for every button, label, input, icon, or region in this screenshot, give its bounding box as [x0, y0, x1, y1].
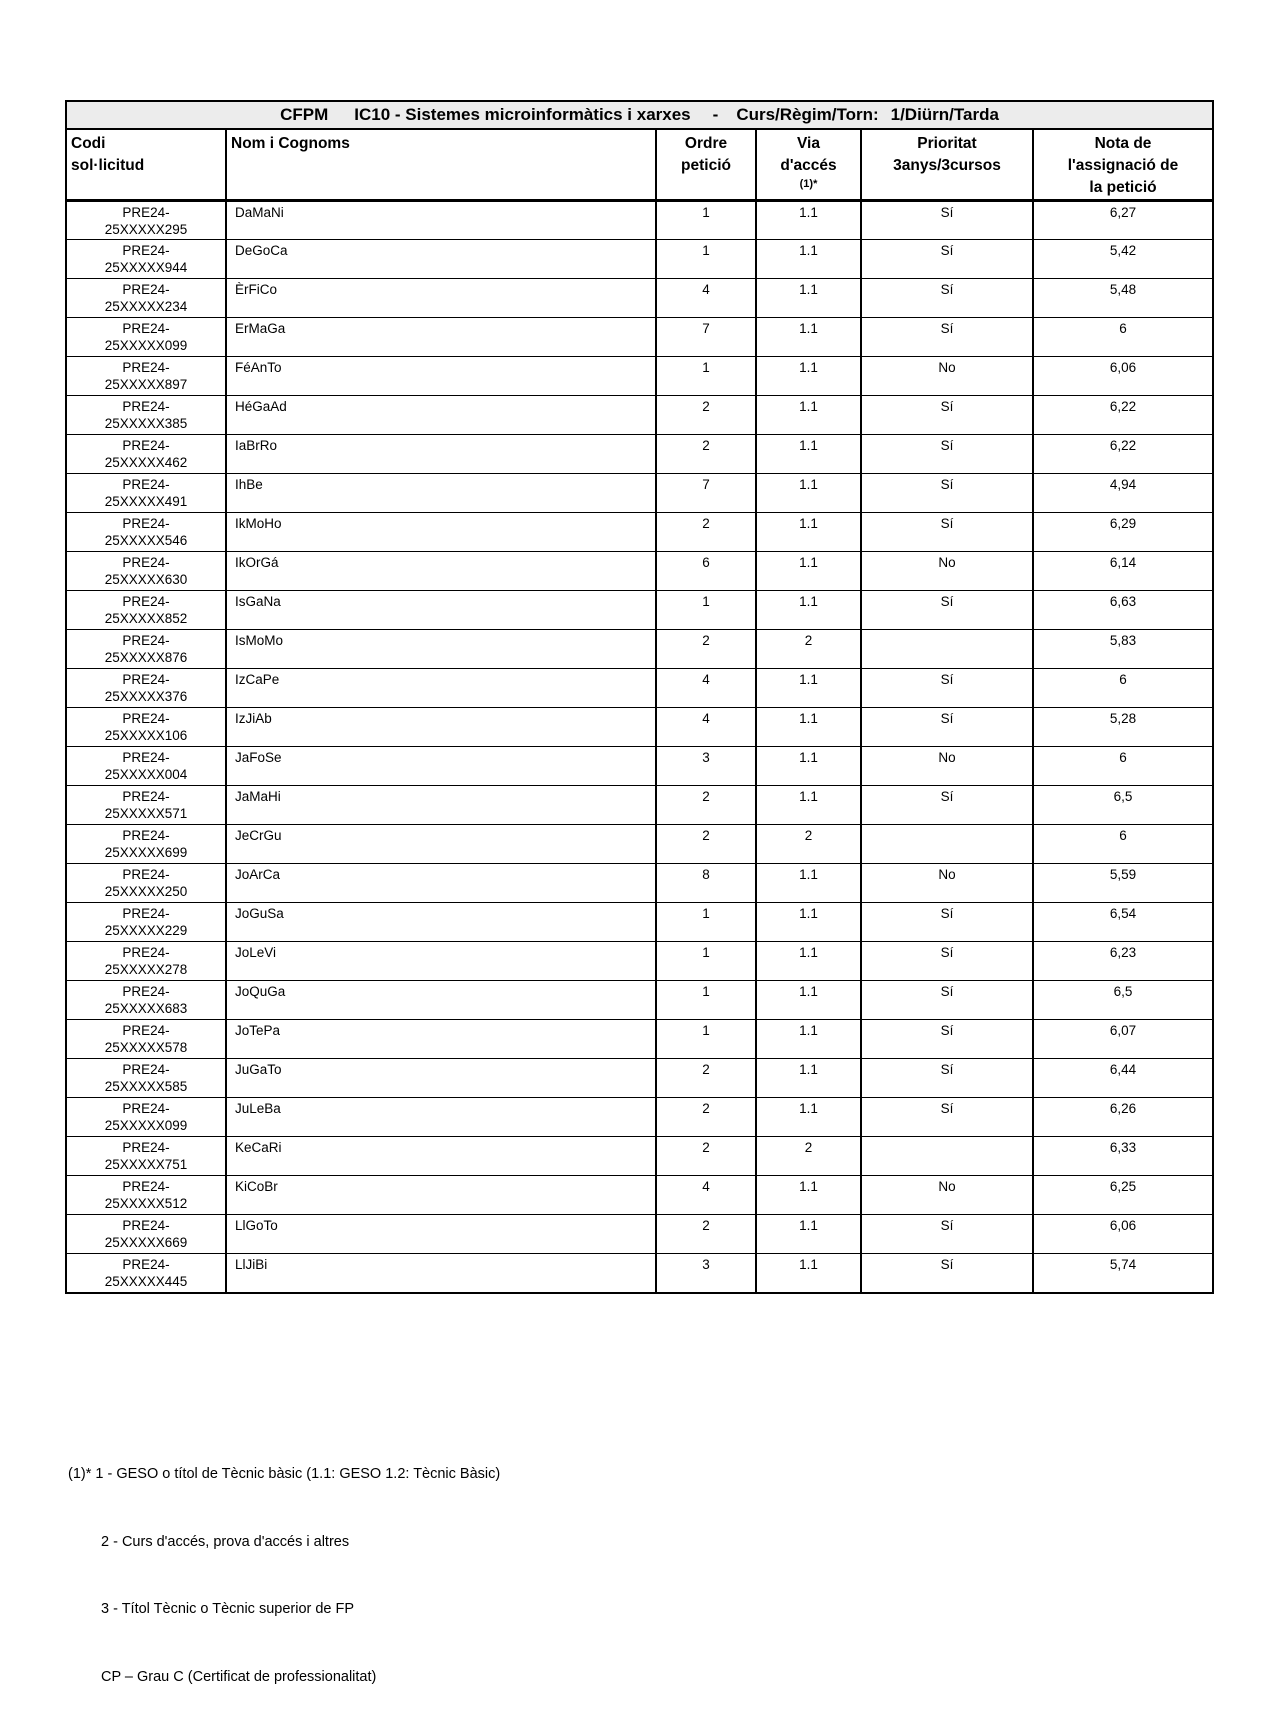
table-row	[66, 357, 1213, 396]
footnote-line-3: 3 - Títol Tècnic o Tècnic superior de FP	[101, 1601, 355, 1617]
cell-prioritat: Sí	[861, 1098, 1033, 1137]
cell-via-acces: 1.1	[756, 1215, 861, 1254]
cell-codi-sollicitud	[66, 864, 226, 903]
cell-nota: 5,83	[1033, 630, 1213, 669]
table-row	[66, 396, 1213, 435]
cell-nom-cognoms: KiCoBr	[226, 1176, 656, 1215]
table-row	[66, 552, 1213, 591]
cell-codi-sollicitud	[66, 513, 226, 552]
cell-via-acces: 1.1	[756, 474, 861, 513]
col-header-nom-label: Nom i Cognoms	[231, 135, 350, 152]
cell-nom-cognoms: HéGaAd	[226, 396, 656, 435]
codi-number: 25XXXXX106	[104, 728, 188, 743]
cell-prioritat: Sí	[861, 786, 1033, 825]
table-row	[66, 1059, 1213, 1098]
cell-nom-cognoms: JuLeBa	[226, 1098, 656, 1137]
codi-prefix: PRE24-	[122, 750, 170, 765]
codi-number: 25XXXXX897	[104, 377, 188, 392]
cell-codi-sollicitud	[66, 786, 226, 825]
col-header-prioritat-line2: 3anys/3cursos	[893, 157, 1001, 174]
cell-nom-cognoms: LlJiBi	[226, 1254, 656, 1293]
cell-nota: 5,48	[1033, 279, 1213, 318]
cell-codi-sollicitud	[66, 318, 226, 357]
codi-prefix: PRE24-	[122, 906, 170, 921]
codi-prefix: PRE24-	[122, 516, 170, 531]
cell-prioritat: Sí	[861, 318, 1033, 357]
cell-codi-sollicitud	[66, 630, 226, 669]
table-row	[66, 981, 1213, 1020]
cell-nom-cognoms: JoLeVi	[226, 942, 656, 981]
cell-prioritat: No	[861, 747, 1033, 786]
cell-nota: 6	[1033, 747, 1213, 786]
codi-prefix: PRE24-	[122, 1140, 170, 1155]
codi-prefix: PRE24-	[122, 867, 170, 882]
table-row	[66, 747, 1213, 786]
table-row	[66, 825, 1213, 864]
cell-prioritat: Sí	[861, 396, 1033, 435]
cell-prioritat: Sí	[861, 981, 1033, 1020]
table-title-row	[66, 101, 1213, 129]
cell-ordre-peticio: 2	[656, 1137, 756, 1176]
cell-nom-cognoms: DaMaNi	[226, 201, 656, 240]
cell-ordre-peticio: 1	[656, 942, 756, 981]
table-title	[67, 105, 1212, 125]
table-row	[66, 1098, 1213, 1137]
cell-ordre-peticio: 3	[656, 747, 756, 786]
cell-ordre-peticio: 4	[656, 279, 756, 318]
cell-via-acces: 1.1	[756, 591, 861, 630]
cell-via-acces: 1.1	[756, 1020, 861, 1059]
cell-prioritat: Sí	[861, 942, 1033, 981]
cell-nota: 5,74	[1033, 1254, 1213, 1293]
codi-prefix: PRE24-	[122, 1179, 170, 1194]
cell-via-acces: 1.1	[756, 279, 861, 318]
codi-prefix: PRE24-	[122, 243, 170, 258]
codi-prefix: PRE24-	[122, 438, 170, 453]
cell-nota: 6,63	[1033, 591, 1213, 630]
col-header-via-line2: d'accés	[780, 157, 837, 174]
cell-prioritat: Sí	[861, 669, 1033, 708]
cell-codi-sollicitud	[66, 552, 226, 591]
cell-nom-cognoms: JoGuSa	[226, 903, 656, 942]
cell-ordre-peticio: 2	[656, 786, 756, 825]
cell-nom-cognoms: IkOrGá	[226, 552, 656, 591]
table-row	[66, 903, 1213, 942]
cell-ordre-peticio: 1	[656, 591, 756, 630]
cell-ordre-peticio: 2	[656, 435, 756, 474]
codi-number: 25XXXXX295	[104, 222, 188, 237]
codi-number: 25XXXXX578	[104, 1040, 188, 1055]
codi-number: 25XXXXX099	[104, 338, 188, 353]
codi-prefix: PRE24-	[122, 633, 170, 648]
col-header-ordre-line1: Ordre	[684, 135, 728, 152]
cell-via-acces: 1.1	[756, 903, 861, 942]
title-regim-value: 1/Diürn/Tarda	[890, 104, 999, 124]
codi-number: 25XXXXX546	[104, 533, 188, 548]
col-header-nota-line1: Nota de	[1094, 135, 1152, 152]
cell-nota: 6,26	[1033, 1098, 1213, 1137]
col-header-nota-line2: l'assignació de	[1067, 157, 1179, 174]
cell-ordre-peticio: 1	[656, 357, 756, 396]
cell-nom-cognoms: JoArCa	[226, 864, 656, 903]
cell-nom-cognoms: ÈrFiCo	[226, 279, 656, 318]
table-row	[66, 201, 1213, 240]
cell-prioritat: Sí	[861, 903, 1033, 942]
cell-nom-cognoms: JaFoSe	[226, 747, 656, 786]
cell-prioritat: No	[861, 357, 1033, 396]
cell-nota: 5,59	[1033, 864, 1213, 903]
table-row	[66, 240, 1213, 279]
table-row	[66, 864, 1213, 903]
codi-prefix: PRE24-	[122, 828, 170, 843]
codi-number: 25XXXXX491	[104, 494, 188, 509]
cell-ordre-peticio: 3	[656, 1254, 756, 1293]
cell-codi-sollicitud	[66, 396, 226, 435]
cell-codi-sollicitud	[66, 357, 226, 396]
cell-nota: 6,23	[1033, 942, 1213, 981]
cell-codi-sollicitud	[66, 903, 226, 942]
cell-codi-sollicitud	[66, 435, 226, 474]
col-header-ordre	[656, 129, 756, 201]
title-cfpm: CFPM	[280, 104, 329, 124]
cell-via-acces: 1.1	[756, 1059, 861, 1098]
cell-nota: 6,06	[1033, 357, 1213, 396]
col-header-codi-line2: sol·licitud	[71, 157, 145, 174]
cell-ordre-peticio: 7	[656, 318, 756, 357]
table-row	[66, 630, 1213, 669]
cell-nota: 5,42	[1033, 240, 1213, 279]
codi-prefix: PRE24-	[122, 672, 170, 687]
cell-nom-cognoms: JeCrGu	[226, 825, 656, 864]
table-row	[66, 708, 1213, 747]
cell-via-acces: 1.1	[756, 357, 861, 396]
col-header-prioritat-line1: Prioritat	[917, 135, 977, 152]
cell-nota: 6	[1033, 669, 1213, 708]
table-row	[66, 435, 1213, 474]
cell-via-acces: 1.1	[756, 201, 861, 240]
cell-via-acces: 2	[756, 825, 861, 864]
cell-nom-cognoms: IsMoMo	[226, 630, 656, 669]
codi-prefix: PRE24-	[122, 984, 170, 999]
footnote-line-1: (1)* 1 - GESO o títol de Tècnic bàsic (1.1: GESO 1.2: Tècnic Bàsic)	[68, 1466, 501, 1482]
cell-via-acces: 1.1	[756, 786, 861, 825]
title-course-name: IC10 - Sistemes microinformàtics i xarxes	[354, 104, 691, 124]
cell-via-acces: 1.1	[756, 513, 861, 552]
cell-prioritat: Sí	[861, 1215, 1033, 1254]
table-row	[66, 1254, 1213, 1293]
cell-ordre-peticio: 4	[656, 1176, 756, 1215]
cell-codi-sollicitud	[66, 942, 226, 981]
col-header-nota-line3: la petició	[1089, 179, 1157, 196]
cell-prioritat: Sí	[861, 279, 1033, 318]
codi-number: 25XXXXX669	[104, 1235, 188, 1250]
cell-prioritat: No	[861, 1176, 1033, 1215]
cell-codi-sollicitud	[66, 825, 226, 864]
title-dash: -	[712, 104, 719, 124]
cell-ordre-peticio: 1	[656, 240, 756, 279]
cell-prioritat: No	[861, 864, 1033, 903]
cell-prioritat: Sí	[861, 1020, 1033, 1059]
cell-nota: 6,27	[1033, 201, 1213, 240]
cell-ordre-peticio: 2	[656, 1215, 756, 1254]
cell-nom-cognoms: IaBrRo	[226, 435, 656, 474]
codi-prefix: PRE24-	[122, 789, 170, 804]
cell-nota: 6,22	[1033, 396, 1213, 435]
codi-prefix: PRE24-	[122, 711, 170, 726]
cell-codi-sollicitud	[66, 1215, 226, 1254]
cell-nom-cognoms: IsGaNa	[226, 591, 656, 630]
codi-prefix: PRE24-	[122, 555, 170, 570]
cell-prioritat	[861, 630, 1033, 669]
table-row	[66, 1020, 1213, 1059]
codi-number: 25XXXXX571	[104, 806, 188, 821]
col-header-via	[756, 129, 861, 201]
codi-prefix: PRE24-	[122, 1023, 170, 1038]
cell-nom-cognoms: JuGaTo	[226, 1059, 656, 1098]
cell-codi-sollicitud	[66, 747, 226, 786]
table-row	[66, 318, 1213, 357]
cell-ordre-peticio: 7	[656, 474, 756, 513]
cell-nota: 6,06	[1033, 1215, 1213, 1254]
table-row	[66, 513, 1213, 552]
cell-nom-cognoms: IzJiAb	[226, 708, 656, 747]
cell-nom-cognoms: IkMoHo	[226, 513, 656, 552]
codi-prefix: PRE24-	[122, 399, 170, 414]
table-header-row	[66, 129, 1213, 201]
table-row	[66, 942, 1213, 981]
cell-codi-sollicitud	[66, 669, 226, 708]
cell-ordre-peticio: 1	[656, 981, 756, 1020]
table-row	[66, 786, 1213, 825]
cell-via-acces: 1.1	[756, 396, 861, 435]
cell-nom-cognoms: JaMaHi	[226, 786, 656, 825]
codi-number: 25XXXXX462	[104, 455, 188, 470]
cell-nota: 6,5	[1033, 786, 1213, 825]
col-header-codi	[66, 129, 226, 201]
codi-prefix: PRE24-	[122, 1218, 170, 1233]
cell-nom-cognoms: JoQuGa	[226, 981, 656, 1020]
cell-via-acces: 1.1	[756, 1254, 861, 1293]
cell-nom-cognoms: DeGoCa	[226, 240, 656, 279]
codi-number: 25XXXXX585	[104, 1079, 188, 1094]
cell-codi-sollicitud	[66, 981, 226, 1020]
cell-nota: 6,29	[1033, 513, 1213, 552]
codi-number: 25XXXXX385	[104, 416, 188, 431]
col-header-ordre-line2: petició	[681, 157, 731, 174]
cell-prioritat: Sí	[861, 1059, 1033, 1098]
cell-prioritat: Sí	[861, 513, 1033, 552]
col-header-codi-line1: Codi	[71, 135, 106, 152]
codi-prefix: PRE24-	[122, 1257, 170, 1272]
cell-nota: 6,22	[1033, 435, 1213, 474]
codi-prefix: PRE24-	[122, 1062, 170, 1077]
cell-nota: 6,25	[1033, 1176, 1213, 1215]
cell-via-acces: 1.1	[756, 435, 861, 474]
cell-via-acces: 1.1	[756, 981, 861, 1020]
cell-ordre-peticio: 2	[656, 1059, 756, 1098]
cell-nota: 6	[1033, 318, 1213, 357]
cell-via-acces: 1.1	[756, 708, 861, 747]
cell-nom-cognoms: ErMaGa	[226, 318, 656, 357]
title-regim-label: Curs/Règim/Torn:	[736, 104, 879, 124]
cell-nota: 6,44	[1033, 1059, 1213, 1098]
codi-number: 25XXXXX699	[104, 845, 188, 860]
cell-via-acces: 1.1	[756, 747, 861, 786]
cell-ordre-peticio: 4	[656, 669, 756, 708]
cell-codi-sollicitud	[66, 1254, 226, 1293]
codi-number: 25XXXXX234	[104, 299, 188, 314]
codi-prefix: PRE24-	[122, 477, 170, 492]
codi-number: 25XXXXX099	[104, 1118, 188, 1133]
cell-nom-cognoms: IhBe	[226, 474, 656, 513]
cell-prioritat: Sí	[861, 435, 1033, 474]
codi-number: 25XXXXX751	[104, 1157, 188, 1172]
cell-ordre-peticio: 2	[656, 825, 756, 864]
cell-ordre-peticio: 1	[656, 201, 756, 240]
cell-prioritat	[861, 1137, 1033, 1176]
cell-via-acces: 1.1	[756, 552, 861, 591]
cell-ordre-peticio: 8	[656, 864, 756, 903]
cell-nom-cognoms: KeCaRi	[226, 1137, 656, 1176]
cell-nota: 4,94	[1033, 474, 1213, 513]
cell-codi-sollicitud	[66, 1059, 226, 1098]
col-header-prioritat	[861, 129, 1033, 201]
cell-nota: 5,28	[1033, 708, 1213, 747]
cell-codi-sollicitud	[66, 201, 226, 240]
cell-via-acces: 1.1	[756, 864, 861, 903]
table-row	[66, 1215, 1213, 1254]
cell-prioritat	[861, 825, 1033, 864]
footnote-line-2: 2 - Curs d'accés, prova d'accés i altres	[101, 1533, 350, 1550]
col-header-nota	[1033, 129, 1213, 201]
footnote-line-4: CP – Grau C (Certificat de professionalitat)	[101, 1668, 377, 1685]
cell-codi-sollicitud	[66, 591, 226, 630]
cell-codi-sollicitud	[66, 1137, 226, 1176]
cell-via-acces: 1.1	[756, 669, 861, 708]
cell-nom-cognoms: IzCaPe	[226, 669, 656, 708]
codi-number: 25XXXXX250	[104, 884, 188, 899]
cell-codi-sollicitud	[66, 1098, 226, 1137]
cell-nota: 6,07	[1033, 1020, 1213, 1059]
codi-prefix: PRE24-	[122, 360, 170, 375]
cell-prioritat: Sí	[861, 201, 1033, 240]
table-row	[66, 279, 1213, 318]
cell-nota: 6,14	[1033, 552, 1213, 591]
codi-number: 25XXXXX512	[104, 1196, 188, 1211]
table-row	[66, 474, 1213, 513]
cell-codi-sollicitud	[66, 240, 226, 279]
cell-prioritat: Sí	[861, 474, 1033, 513]
cell-ordre-peticio: 2	[656, 396, 756, 435]
codi-number: 25XXXXX852	[104, 611, 188, 626]
cell-prioritat: Sí	[861, 591, 1033, 630]
cell-ordre-peticio: 1	[656, 903, 756, 942]
codi-prefix: PRE24-	[122, 321, 170, 336]
cell-nom-cognoms: FéAnTo	[226, 357, 656, 396]
cell-codi-sollicitud	[66, 708, 226, 747]
codi-number: 25XXXXX278	[104, 962, 188, 977]
cell-prioritat: Sí	[861, 240, 1033, 279]
cell-codi-sollicitud	[66, 1020, 226, 1059]
table-title-cell	[66, 101, 1213, 129]
cell-codi-sollicitud	[66, 279, 226, 318]
table-row	[66, 591, 1213, 630]
codi-number: 25XXXXX944	[104, 260, 188, 275]
codi-prefix: PRE24-	[122, 945, 170, 960]
col-header-via-line1: Via	[797, 135, 820, 152]
cell-ordre-peticio: 4	[656, 708, 756, 747]
cell-prioritat: Sí	[861, 708, 1033, 747]
cell-nom-cognoms: LlGoTo	[226, 1215, 656, 1254]
cell-nota: 6	[1033, 825, 1213, 864]
cell-codi-sollicitud	[66, 474, 226, 513]
codi-number: 25XXXXX876	[104, 650, 188, 665]
table-row	[66, 669, 1213, 708]
codi-prefix: PRE24-	[122, 594, 170, 609]
cell-prioritat: Sí	[861, 1254, 1033, 1293]
cell-via-acces: 1.1	[756, 318, 861, 357]
col-header-via-footref: (1)*	[799, 178, 818, 190]
codi-prefix: PRE24-	[122, 1101, 170, 1116]
codi-number: 25XXXXX004	[104, 767, 188, 782]
codi-number: 25XXXXX683	[104, 1001, 188, 1016]
table-body	[66, 201, 1213, 1293]
cell-via-acces: 2	[756, 1137, 861, 1176]
access-route-footnote	[68, 1418, 500, 1733]
cell-via-acces: 2	[756, 630, 861, 669]
codi-number: 25XXXXX376	[104, 689, 188, 704]
cell-nom-cognoms: JoTePa	[226, 1020, 656, 1059]
table-row	[66, 1137, 1213, 1176]
codi-prefix: PRE24-	[122, 205, 170, 220]
codi-number: 25XXXXX445	[104, 1274, 188, 1289]
cell-via-acces: 1.1	[756, 1098, 861, 1137]
cell-ordre-peticio: 1	[656, 1020, 756, 1059]
cell-ordre-peticio: 6	[656, 552, 756, 591]
cell-prioritat: No	[861, 552, 1033, 591]
cell-ordre-peticio: 2	[656, 1098, 756, 1137]
cell-nota: 6,5	[1033, 981, 1213, 1020]
admissions-table	[65, 100, 1214, 1294]
codi-prefix: PRE24-	[122, 282, 170, 297]
cell-codi-sollicitud	[66, 1176, 226, 1215]
cell-via-acces: 1.1	[756, 942, 861, 981]
cell-ordre-peticio: 2	[656, 513, 756, 552]
cell-ordre-peticio: 2	[656, 630, 756, 669]
table-row	[66, 1176, 1213, 1215]
cell-via-acces: 1.1	[756, 1176, 861, 1215]
cell-nota: 6,33	[1033, 1137, 1213, 1176]
codi-number: 25XXXXX630	[104, 572, 188, 587]
col-header-nom	[226, 129, 656, 201]
cell-nota: 6,54	[1033, 903, 1213, 942]
codi-number: 25XXXXX229	[104, 923, 188, 938]
cell-via-acces: 1.1	[756, 240, 861, 279]
